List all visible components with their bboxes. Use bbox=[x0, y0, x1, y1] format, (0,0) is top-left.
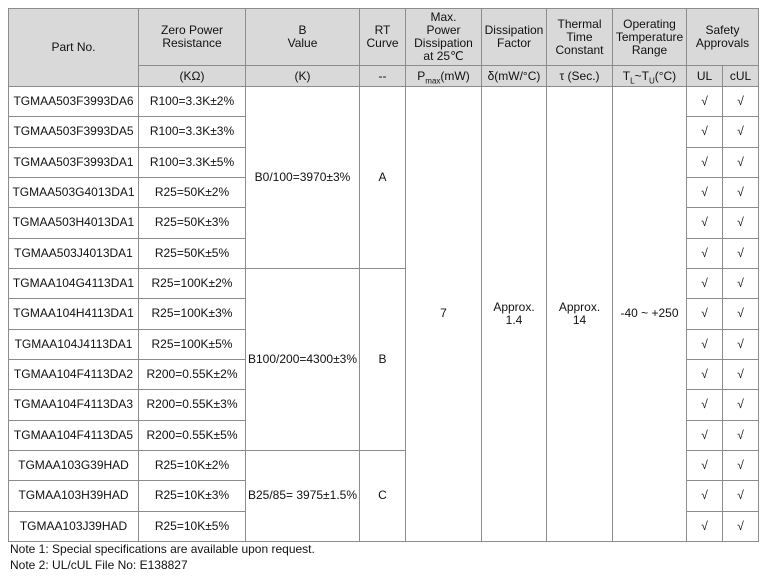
part-number: TGMAA104F4113DA2 bbox=[9, 359, 139, 389]
cul-check: √ bbox=[723, 238, 759, 268]
ul-check: √ bbox=[687, 117, 723, 147]
rt-curve-header: RT Curve bbox=[360, 9, 406, 66]
ul-check: √ bbox=[687, 359, 723, 389]
resistance-value: R100=3.3K±2% bbox=[139, 87, 246, 117]
pmax-unit: $P_{max}(mW)$ bbox=[406, 66, 482, 87]
cul-check: √ bbox=[723, 450, 759, 480]
resistance-value: R25=100K±3% bbox=[139, 299, 246, 329]
resistance-value: R25=50K±2% bbox=[139, 177, 246, 207]
part-number: TGMAA104F4113DA3 bbox=[9, 390, 139, 420]
rt-curve: C bbox=[360, 450, 406, 541]
cul-check: √ bbox=[723, 117, 759, 147]
table-row bbox=[9, 87, 759, 117]
cul-check: √ bbox=[723, 481, 759, 511]
cul-check: √ bbox=[723, 420, 759, 450]
resistance-value: R25=10K±2% bbox=[139, 450, 246, 480]
resistance-value: R200=0.55K±2% bbox=[139, 359, 246, 389]
ul-check: √ bbox=[687, 511, 723, 541]
note-1: Note 1: Special specifications are available upon request. bbox=[10, 542, 315, 556]
ul-check: √ bbox=[687, 208, 723, 238]
part-number: TGMAA104G4113DA1 bbox=[9, 268, 139, 298]
resistance-value: R100=3.3K±3% bbox=[139, 117, 246, 147]
cul-check: √ bbox=[723, 511, 759, 541]
rt-curve: B bbox=[360, 268, 406, 450]
cul-check: √ bbox=[723, 177, 759, 207]
part-number: TGMAA104J4113DA1 bbox=[9, 329, 139, 359]
part-number: TGMAA103J39HAD bbox=[9, 511, 139, 541]
cul-check: √ bbox=[723, 329, 759, 359]
part-number: TGMAA503H4013DA1 bbox=[9, 208, 139, 238]
resistance-value: R25=50K±3% bbox=[139, 208, 246, 238]
dissipation-value: Approx. 1.4 bbox=[482, 87, 547, 542]
dissipation-header: Dissipation Factor bbox=[482, 9, 547, 66]
ul-check: √ bbox=[687, 177, 723, 207]
temp-unit: $T_L\sim T_U(^\circ C)$ bbox=[613, 66, 687, 87]
part-number: TGMAA104F4113DA5 bbox=[9, 420, 139, 450]
resistance-unit: (KΩ) bbox=[139, 66, 246, 87]
cul-check: √ bbox=[723, 87, 759, 117]
part-number: TGMAA103H39HAD bbox=[9, 481, 139, 511]
resistance-value: R25=100K±2% bbox=[139, 268, 246, 298]
spec-table bbox=[8, 8, 759, 542]
notes bbox=[10, 541, 315, 573]
resistance-value: R100=3.3K±5% bbox=[139, 147, 246, 177]
b-value-header: B Value bbox=[246, 9, 360, 66]
safety-header: Safety Approvals bbox=[687, 9, 759, 66]
ul-check: √ bbox=[687, 481, 723, 511]
ul-header: UL bbox=[687, 66, 723, 87]
resistance-value: R25=50K±5% bbox=[139, 238, 246, 268]
operating-temp-header: Operating Temperature Range bbox=[613, 9, 687, 66]
part-number: TGMAA503F3993DA1 bbox=[9, 147, 139, 177]
part-number: TGMAA503J4013DA1 bbox=[9, 238, 139, 268]
zero-power-header: Zero Power Resistance bbox=[139, 9, 246, 66]
resistance-value: R25=10K±5% bbox=[139, 511, 246, 541]
cul-check: √ bbox=[723, 208, 759, 238]
ul-check: √ bbox=[687, 450, 723, 480]
ul-check: √ bbox=[687, 420, 723, 450]
b-value: B100/200=4300±3% bbox=[246, 268, 360, 450]
cul-check: √ bbox=[723, 299, 759, 329]
diss-unit: δ(mW/°C) bbox=[482, 66, 547, 87]
ul-check: √ bbox=[687, 87, 723, 117]
resistance-value: R25=10K±3% bbox=[139, 481, 246, 511]
b-value: B25/85= 3975±1.5% bbox=[246, 450, 360, 541]
ul-check: √ bbox=[687, 390, 723, 420]
ul-check: √ bbox=[687, 329, 723, 359]
resistance-value: R200=0.55K±5% bbox=[139, 420, 246, 450]
cul-header: cUL bbox=[723, 66, 759, 87]
ul-check: √ bbox=[687, 238, 723, 268]
b-value: B0/100=3970±3% bbox=[246, 87, 360, 269]
cul-check: √ bbox=[723, 147, 759, 177]
resistance-value: R25=100K±5% bbox=[139, 329, 246, 359]
thermal-value: Approx. 14 bbox=[547, 87, 613, 542]
part-no-header: Part No. bbox=[9, 9, 139, 87]
max-power-value: 7 bbox=[406, 87, 482, 542]
thermal-header: Thermal Time Constant bbox=[547, 9, 613, 66]
max-power-header: Max. Power Dissipation at 25℃ bbox=[406, 9, 482, 66]
part-number: TGMAA503F3993DA6 bbox=[9, 87, 139, 117]
part-number: TGMAA503F3993DA5 bbox=[9, 117, 139, 147]
ul-check: √ bbox=[687, 299, 723, 329]
part-number: TGMAA503G4013DA1 bbox=[9, 177, 139, 207]
temp-range-value: -40 ~ +250 bbox=[613, 87, 687, 542]
ul-check: √ bbox=[687, 147, 723, 177]
tau-unit: τ (Sec.) bbox=[547, 66, 613, 87]
rt-curve: A bbox=[360, 87, 406, 269]
b-unit: (K) bbox=[246, 66, 360, 87]
ul-check: √ bbox=[687, 268, 723, 298]
note-2: Note 2: UL/cUL File No: E138827 bbox=[10, 558, 188, 572]
cul-check: √ bbox=[723, 390, 759, 420]
rt-unit: -- bbox=[360, 66, 406, 87]
header-row bbox=[9, 9, 759, 66]
part-number: TGMAA104H4113DA1 bbox=[9, 299, 139, 329]
cul-check: √ bbox=[723, 268, 759, 298]
part-number: TGMAA103G39HAD bbox=[9, 450, 139, 480]
resistance-value: R200=0.55K±3% bbox=[139, 390, 246, 420]
cul-check: √ bbox=[723, 359, 759, 389]
